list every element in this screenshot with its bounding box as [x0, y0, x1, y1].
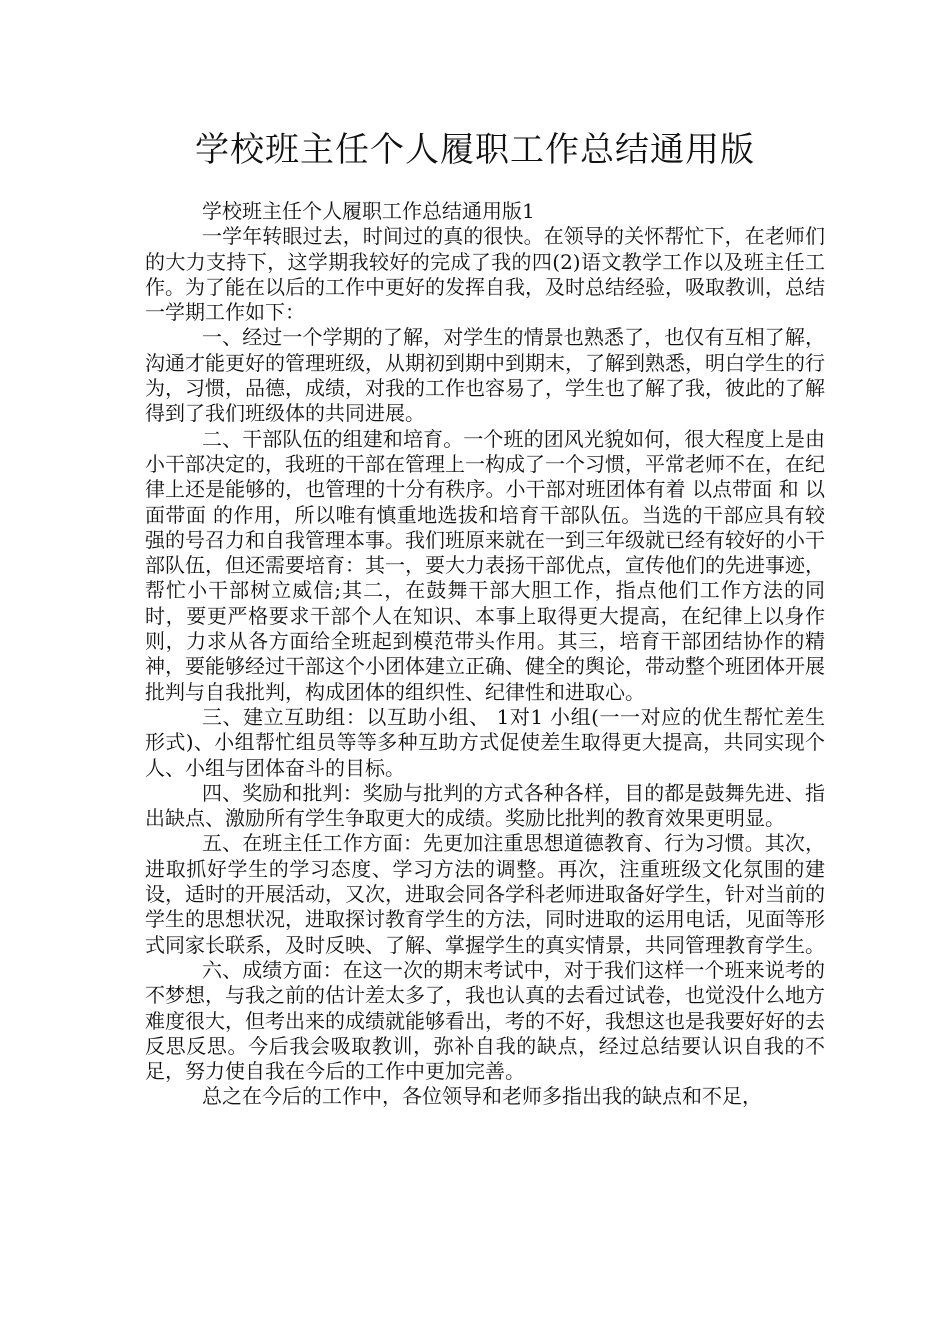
document-title: 学校班主任个人履职工作总结通用版 — [195, 130, 755, 170]
subtitle-paragraph: 学校班主任个人履职工作总结通用版1 — [202, 199, 535, 223]
section-5-paragraph: 五、在班主任工作方面：先更加注重思想道德教育、行为习惯。其次，进取抓好学生的学习态度、学习方法的调整。再次，注重班级文化氛围的建设，适时的开展活动，又次，进取会同各学科老师进取备好学生，针对当前的学生的思想状况，进取探讨教育学生的方法，同时进取的运用电话，见面等形式同家长联系，及时反映、了解、掌握学生的真实情景，共同管理教育学生。 — [145, 831, 825, 957]
section-6-paragraph: 六、成绩方面：在这一次的期末考试中，对于我们这样一个班来说考的不梦想，与我之前的估计差太多了，我也认真的去看过试卷，也觉没什么地方难度很大，但考出来的成绩就能够看出，考的不好，我想这也是我要好好的去反思反思。今后我会吸取教训，弥补自我的缺点，经过总结要认识自我的不足，努力使自我在今后的工作中更加完善。 — [145, 957, 825, 1084]
section-2-paragraph: 二、干部队伍的组建和培育。一个班的团风光貌如何，很大程度上是由小干部决定的，我班的干部在管理上一构成了一个习惯，平常老师不在，在纪律上还是能够的，也管理的十分有秩序。小干部对班团体有着 以点带面 和 以面带面 的作用，所以唯有慎重地选拔和培育干部队伍。当选的干部应具有较强的号召力和自我管理本事。我们班原来就在一到三年级就已经有较好的小干部队伍，但还需要培育：其一，要大力表扬干部优点，宣传他们的先进事迹，帮忙小干部树立威信;其二，在鼓舞干部大胆工作，指点他们工作方法的同时，要更严格要求干部个人在知识、本事上取得更大提高，在纪律上以身作则，力求从各方面给全班起到模范带头作用。其三，培育干部团结协作的精神，要能够经过干部这个小团体建立正确、健全的舆论，带动整个班团体开展批判与自我批判，构成团体的组织性、纪律性和进取心。 — [145, 426, 825, 704]
intro-paragraph: 一学年转眼过去，时间过的真的很快。在领导的关怀帮忙下，在老师们的大力支持下，这学期我较好的完成了我的四(2)语文教学工作以及班主任工作。为了能在以后的工作中更好的发挥自我，及时总结经验，吸取教训，总结一学期工作如下： — [145, 224, 825, 325]
section-1-paragraph: 一、经过一个学期的了解，对学生的情景也熟悉了，也仅有互相了解，沟通才能更好的管理班级，从期初到期中到期末，了解到熟悉，明白学生的行为，习惯，品德，成绩，对我的工作也容易了，学生也了解了我，彼此的了解得到了我们班级体的共同进展。 — [145, 325, 825, 426]
conclusion-paragraph: 总之在今后的工作中，各位领导和老师多指出我的缺点和不足， — [202, 1084, 762, 1109]
section-4-paragraph: 四、奖励和批判：奖励与批判的方式各种各样，目的都是鼓舞先进、指出缺点、激励所有学生争取更大的成绩。奖励比批判的教育效果更明显。 — [145, 780, 825, 831]
document-body — [145, 199, 825, 1110]
section-3-paragraph: 三、建立互助组：以互助小组、 1对1 小组(一一对应的优生帮忙差生形式)、小组帮忙组员等等多种互助方式促使差生取得更大提高，共同实现个人、小组与团体奋斗的目标。 — [145, 704, 825, 780]
